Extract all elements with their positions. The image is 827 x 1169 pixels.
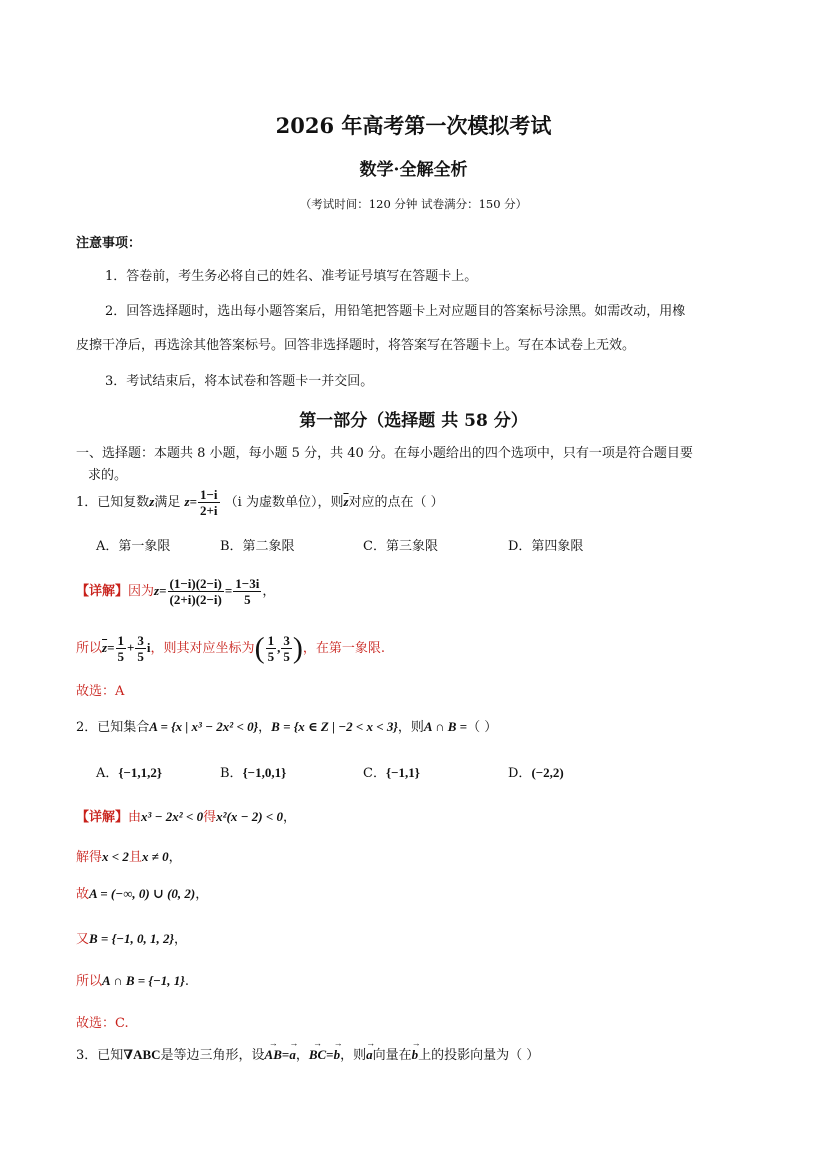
q2-solution-2: 解得x < 2且x ≠ 0， [76, 849, 182, 865]
q1-sol2-f2d: 5 [137, 649, 144, 664]
exam-info: （考试时间：120 分钟 试卷满分：150 分） [299, 197, 528, 211]
q1-frac-den: 2+i [199, 503, 218, 518]
q1-sol2-end: ，在第一象限. [302, 641, 385, 656]
section-intro-line-1: 一、选择题：本题共 8 小题，每小题 5 分，共 40 分。在每小题给出的四个选项中，只有一项是符合题目要 [76, 446, 693, 461]
q2-option-c: C．{−1,1} [363, 765, 420, 781]
q2-solution-3: 故A = (−∞, 0) ∪ (0, 2)， [76, 886, 209, 902]
q1-solution-1: 【详解】因为z= $\frac{(1-i)(2-i)}{(2+i)(2-i)}$ = $\frac{1-3i}{5}$ ， [76, 576, 276, 607]
q1-eq-lhs: z [184, 494, 190, 509]
q1-sol2-c2d: 5 [283, 649, 290, 664]
q1-zbar: $\overline{z}$ [343, 494, 349, 509]
q1-sol1-den2: 5 [244, 592, 251, 607]
q1-sol2-prefix: 所以 [76, 641, 103, 656]
q1-option-c: C．第三象限 [363, 539, 438, 554]
notes-heading: 注意事项： [76, 236, 142, 251]
q3-vec-ab: → AB [265, 1047, 282, 1063]
notes-item-3: 3．考试结束后，将本试卷和答题卡一并交回。 [105, 374, 374, 389]
q2-then: ，则 [397, 720, 424, 735]
q3-triangle: ∇ABC [123, 1047, 161, 1062]
q1-z: z [149, 494, 155, 509]
q2-option-b: B．{−1,0,1} [220, 765, 287, 781]
q1-sol2-c1n: 1 [267, 633, 275, 648]
page-subtitle: 数学·全解全析 [359, 160, 468, 180]
q1-sol1-den: (2+i)(2−i) [169, 592, 222, 607]
q2-option-a: A．{−1,1,2} [96, 765, 163, 781]
q1-mid: 满足 [154, 495, 181, 510]
q1-sol2-c1d: 5 [267, 649, 275, 664]
part1-heading: 第一部分（选择题 共 58 分） [299, 411, 528, 431]
question-1: 1．已知复数z满足 z= $\frac{1-i}{2+i}$ （i 为虚数单位），则$\overline{z}$对应的点在（ ） [76, 487, 444, 518]
notes-item-2-line-2: 皮擦干净后，再选涂其他答案标号。回答非选择题时，将答案写在答题卡上。写在本试卷上无效。 [76, 338, 636, 353]
q3-vec-b: → b [334, 1047, 341, 1063]
q1-sol1-z: z [154, 583, 160, 598]
q1-sol2-zbar: $\overline{z}$ [102, 640, 108, 655]
q1-sol1-num2: 1−3i [235, 576, 260, 591]
page-title: 2026 年高考第一次模拟考试 [275, 113, 552, 138]
q3-vec-a2: → a [366, 1047, 373, 1063]
q3-vec-bc: → BC [309, 1047, 326, 1063]
q1-paren: （i 为虚数单位），则 [224, 495, 344, 510]
q2-set-b: B = {x ∈ Z | −2 < x < 3} [271, 719, 398, 734]
q2-solution-5: 所以A ∩ B = {−1, 1}. [76, 973, 189, 989]
section-intro-line-2: 求的。 [88, 468, 128, 483]
q2-set-a: A = {x | x³ − 2x² < 0} [149, 719, 259, 734]
q1-option-b: B．第二象限 [220, 539, 295, 554]
q1-suffix: 对应的点在（ ） [348, 495, 444, 510]
q1-sol2-plus: + [127, 640, 135, 655]
q3-vec-a: → a [289, 1047, 296, 1063]
q1-sol1-end: ， [262, 584, 276, 599]
q2-solution-4: 又B = {−1, 0, 1, 2}， [76, 931, 188, 947]
q1-sol2-f1d: 5 [117, 649, 124, 664]
q1-solution-tag: 【详解】 [76, 584, 129, 599]
q1-prefix: 1．已知复数 [76, 495, 150, 510]
q2-solution-tag: 【详解】 [76, 810, 129, 825]
q1-sol2-mid: ，则其对应坐标为 [150, 641, 255, 656]
q1-sol1-num: (1−i)(2−i) [169, 576, 222, 591]
q1-sol2-f2n: 3 [137, 633, 144, 648]
q2-prefix: 2．已知集合 [76, 720, 150, 735]
q1-sol2-c2n: 3 [283, 633, 290, 648]
q1-answer: 故选：A [76, 684, 125, 699]
question-2 [76, 716, 497, 735]
q2-suffix: （ ） [467, 720, 498, 735]
q1-option-d: D．第四象限 [508, 539, 584, 554]
q3-vec-b2: → b [412, 1047, 419, 1063]
notes-item-1: 1．答卷前，考生务必将自己的姓名、准考证号填写在答题卡上。 [105, 269, 478, 284]
q1-option-a: A．第一象限 [96, 539, 171, 554]
q2-expr: A ∩ B = [423, 719, 468, 734]
q2-answer: 故选：C. [76, 1016, 129, 1031]
q1-sol2-i: i [146, 640, 151, 655]
q2-sep: ， [258, 720, 272, 735]
q1-solution-2: 所以$\overline{z}=$ $\frac{1}{5}$ + $\frac{3}{5}$ i，则其对应坐标为( $\frac{1}{5}$ , $\frac{3}{5}$ )，在第一象限. [76, 631, 385, 665]
question-3: 3．已知∇ABC是等边三角形，设→ AB=→ a，→ BC=→ b，则→ a向量在→ b上的投影向量为（ ） [76, 1044, 539, 1063]
q2-option-d: D．(−2,2) [508, 765, 564, 781]
q2-solution-1: 【详解】由x³ − 2x² < 0得x²(x − 2) < 0， [76, 809, 296, 825]
q1-frac-num: 1−i [199, 487, 218, 502]
q1-sol2-f1n: 1 [117, 633, 124, 648]
notes-item-2-line-1: 2．回答选择题时，选出每小题答案后，用铅笔把答题卡上对应题目的答案标号涂黑。如需改动，用橡 [105, 304, 686, 319]
q1-sol1-text: 因为 [128, 584, 155, 599]
